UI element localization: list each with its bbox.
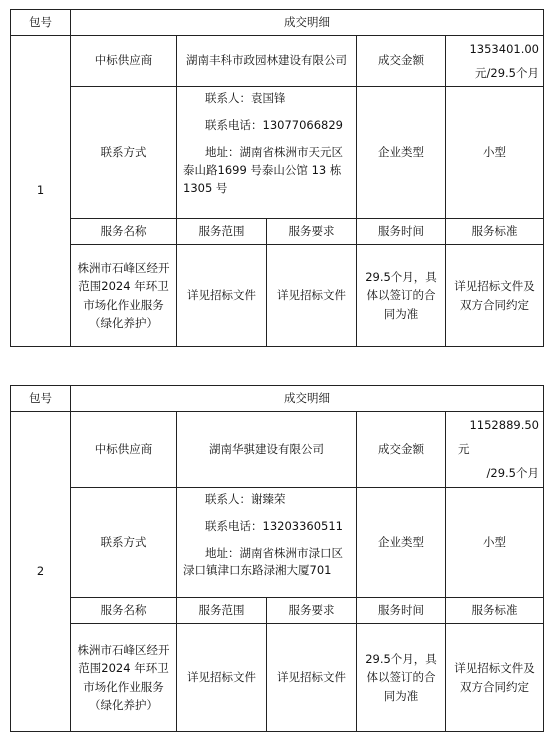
amount-label: 成交金额: [357, 412, 446, 488]
company-type-label: 企业类型: [357, 87, 446, 219]
col-service-requirement: 服务要求: [267, 219, 357, 245]
service-time: 29.5个月，具体以签订的合同为准: [357, 624, 446, 732]
col-service-scope: 服务范围: [177, 219, 267, 245]
col-service-scope: 服务范围: [177, 598, 267, 624]
amount-line-2: 元: [458, 442, 470, 457]
package-table-1: [10, 9, 544, 347]
amount-label: 成交金额: [357, 36, 446, 87]
service-time: 29.5个月，具体以签订的合同为准: [357, 245, 446, 347]
package-number: 1: [11, 36, 71, 347]
service-name: 株洲市石峰区经开范围2024 年环卫市场化作业服务（绿化养护）: [71, 245, 177, 347]
supplier-name: 湖南丰科市政园林建设有限公司: [177, 36, 357, 87]
contact-details: [177, 87, 357, 219]
contact-person: 联系人：谢臻荣: [205, 492, 286, 506]
col-service-name: 服务名称: [71, 219, 177, 245]
header-package-no: 包号: [11, 10, 71, 36]
supplier-label: 中标供应商: [71, 412, 177, 488]
amount-line-2: 元/29.5个月: [475, 66, 539, 81]
contact-label: 联系方式: [71, 87, 177, 219]
package-table-2: [10, 385, 544, 732]
contact-person: 联系人：袁国锋: [205, 91, 286, 106]
amount-value: [446, 412, 544, 488]
contact-details: [177, 488, 357, 598]
service-scope: 详见招标文件: [177, 245, 267, 347]
package-number: 2: [11, 412, 71, 732]
service-scope: 详见招标文件: [177, 624, 267, 732]
contact-address-1: 地址：湖南省株洲市天元区: [205, 144, 343, 159]
contact-address-3: 1305 号: [183, 180, 228, 195]
amount-value: [446, 36, 544, 87]
header-deal-detail: 成交明细: [71, 386, 544, 412]
col-service-time: 服务时间: [357, 219, 446, 245]
contact-phone: 联系电话：13203360511: [205, 518, 343, 533]
service-standard: 详见招标文件及双方合同约定: [446, 624, 544, 732]
supplier-name: 湖南华骐建设有限公司: [177, 412, 357, 488]
col-service-name: 服务名称: [71, 598, 177, 624]
contact-address-2: 泰山路1699 号泰山公馆 13 栋: [183, 162, 342, 177]
amount-line-1: 1353401.00: [469, 42, 539, 56]
col-service-requirement: 服务要求: [267, 598, 357, 624]
contact-phone: 联系电话：13077066829: [205, 118, 343, 133]
contact-address-1: 地址：湖南省株洲市渌口区: [205, 545, 343, 560]
col-service-standard: 服务标准: [446, 219, 544, 245]
company-type-value: 小型: [446, 488, 544, 598]
amount-line-3: /29.5个月: [486, 466, 539, 481]
company-type-value: 小型: [446, 87, 544, 219]
col-service-time: 服务时间: [357, 598, 446, 624]
header-deal-detail: 成交明细: [71, 10, 544, 36]
amount-line-1: 1152889.50: [469, 418, 539, 432]
header-package-no: 包号: [11, 386, 71, 412]
contact-label: 联系方式: [71, 488, 177, 598]
company-type-label: 企业类型: [357, 488, 446, 598]
service-requirement: 详见招标文件: [267, 245, 357, 347]
service-standard: 详见招标文件及双方合同约定: [446, 245, 544, 347]
col-service-standard: 服务标准: [446, 598, 544, 624]
service-name: 株洲市石峰区经开范围2024 年环卫市场化作业服务（绿化养护）: [71, 624, 177, 732]
contact-address-2: 渌口镇津口东路渌湘大厦701: [183, 563, 332, 578]
supplier-label: 中标供应商: [71, 36, 177, 87]
service-requirement: 详见招标文件: [267, 624, 357, 732]
